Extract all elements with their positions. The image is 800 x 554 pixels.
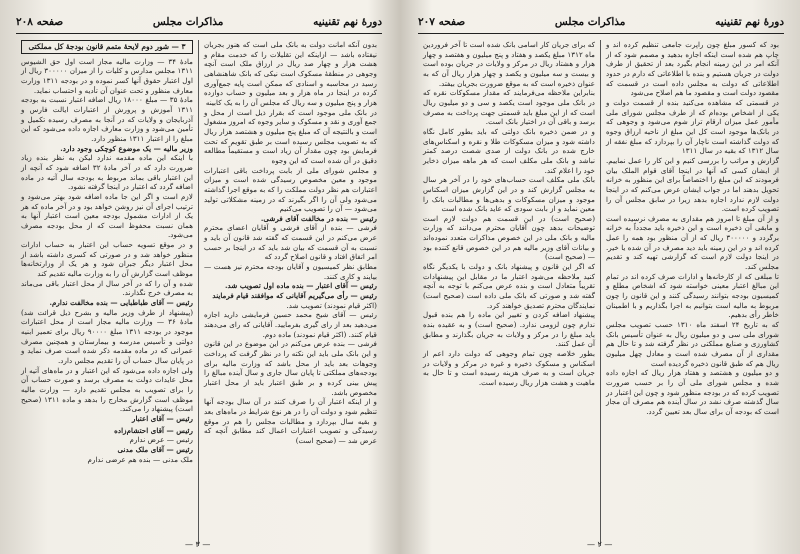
paragraph: پیشنهاد اضافه کردن و تغییر این ماده را هم بنده قبول ندارم چون لزومی ندارد. (صحیح است) و به عقیده بنده باید مبلغ را در مرکز و ولایات به جریان بگذارند و مطابق آن عمل کنند. [423, 310, 595, 349]
paragraph: بدون آنکه امانت دولت به بانک ملی است که هنوز بجریان نیفتاده باشد — ازاینکه این تقلیلات را که خدمت مقام و هشت هزار و چهار صد ریال در ارزاق ملک است آنچه وجوهی در منطقهٔ مسکوک است نیکی که بانک شاهنشاهی رسید در محاسبه و اسنادی که ممکن است پایه جمع‌آوری کرده در اینجا در ماه هزار و بعد میلیون و حساب دوازده هزار و پنج میلیون و سه ریال که مجلس آن را به یک کابینه [204, 40, 377, 107]
speaker-line: رئیس — بنده در مخالفت آقای فرشی. [260, 213, 377, 223]
paragraph: و از اینکه اعتبار آن را صرف کنند در آن سال بودجه آنها تنظیم شود و دولت آن را در هر نوع شرایط در ماه‌های بعد و بقیه سال بپردازد و مطالبات مجلس را هم در موقع رسیدگی و تصویب اعتبارات اعمال کند مطابق آنچه که عرض شد — (صحیح است) [204, 397, 377, 445]
paragraph: مادهٔ ۳۴ — وزارت مالیه مجاز است اول حق الشیوس ۱۳۱۱ مجلس مدارس و کلیات را از میزان ۳۰۰۰۰۰ ریال از اول اعتبار حقوق آنها کسر نموده و در بودجه ۱۳۱۱ وزارت معارف منظور و تحت عنوان آن تأدیه و احتساب نماید. [21, 56, 193, 95]
paragraph: که برای جریان کار اسامی بانک شده است تا آخر فروردین ماه ۱۳۱۲ مبلغ یکصد و هفتاد و پنج میلیون و هفتصد و چهار هزار و هشتاد ریال در مرکز و ولایات در جریان بوده است و بیست و سه میلیون و یکصد و چهار هزار ریال آن که به عنوان ذخیره است که به موقع ضرورت بجریان بیفتد. [423, 40, 595, 88]
speaker-line: وزیر مالیه — یک موضوع کوچکی وجود دارد. [60, 143, 193, 153]
vote-line: رئیس — آقای ملک مدنی [117, 444, 193, 454]
vote-line: ملک مدنی — بنده هم عرضی ندارم [87, 454, 193, 464]
paragraph: فرشی — بنده از آقای فرشی و آقایان اعضای محترم عرض می‌کنم در این قسمت که گفته شد قانون آن باید و نسبت به آن قسمت که بیان شد باید که در اینجا بر حسب امر اتفاق افتاد و قانون اصلاح گردد که [204, 223, 377, 262]
paragraph: در قسمتی که مشاهده می‌کنید بنده از قسمت دولت و یکی از اشخاص بوده‌ام که از طرف مجلس شورای ملی مأمور عمل میزان ارقام تراز شوم می‌شود و وجوهی که در بانک‌ها موجود است کل این مبلغ از ناحیه ارزاق وجوه که دولت گذاشته است ناچار آن را بپردازد که مبلغ نفقه از سال ۱۳۱۲ که بقیه در سال ۱۳۱۱ [606, 97, 779, 156]
paragraph: رئیس — آقای شیخ محمد حسین فرمایشی دارید اجازه می‌دهید بعد از رای گیری بفرمایید. آقایانی که رای می‌دهند قیام کنند. (اکثر قیام نمودند) ماده دوم. [204, 310, 377, 339]
session-label: دورهٔ نهم تقنینیه [715, 16, 784, 28]
paragraph: فرشی — بنده عرض می‌کنم در این موضوع در این قانون و این بانک ملی باید این نکته را در نظر گرفت که پرداخت وجوهات بعد باید از محل باشد که وزارت مالیه برای بودجه‌های مملکتی تا پایان سال جاری و سال آینده مبالغ را پیش بینی کرده و بر طبق اعتبار باید از محل اعتبار مخصوص باشد. [204, 339, 377, 397]
speaker-line: رئیس — آقای اعتبار — بنده ماده اول تصویب شد. [225, 281, 377, 291]
left-page-columns [16, 40, 382, 546]
page-number: صفحه ۲۰۷ [418, 16, 466, 28]
paragraph: و دو میلیون و هشتصد و هفتاد هزار ریال که اجازه داده شده و مجلس شورای ملی آن را بر حسب ضرورت تصویب کرده که در بودجه منظور شود و چون این اعتبار در سال گذشته صرف نشد در سال آینده هم مصرف آن مجاز است که بودجه آن برای سال بعد تعیین گردد. [605, 368, 779, 416]
paragraph: شده و آن را که در آخر سال از محل اعتبار باقی می‌ماند به مصرف خرج نگذارند. [21, 278, 193, 298]
paragraph: مادهٔ ۳۵ — مبلغ ۱۸۰۰۰ ریال اضافه اعتبار نسبت به بودجه ۱۳۱۱ آموزش و پرورش از اعتبارات ایالت فارس و آذربایجان و ولایات که در آنجا به مصرف رسیده تکمیل و تأمین می‌شود و وزارت معارف اجازه داده می‌شود که این مبلغ را از اعتبار ۱۳۱۱ منظور دارد. [21, 95, 193, 143]
column-right [601, 40, 784, 546]
paragraph: و مجلس شورای ملی از بابت پرداخت باقی اعتبارات موجود و معین مخصوص رسیدگی شده است و میزان اعتبارات هم نظر دولت مملکت را که به موقع اجرا گذاشته می‌شود ولی آن را اگر بگیرند که در زمینه مشکلاتی تولید می‌شود — آن را تصویب می‌کنیم [204, 165, 377, 214]
folio-number: — ۲ — [587, 540, 613, 549]
paragraph: و از آن مبلغ تا امروز هم مقداری به مصرف نرسیده است و مابقی آن ذخیره است و این ذخیره باید مجدداً به خزانه برگردد و ۳۰۰۰۰۰ ریال که از آن منظور بود همه را عمل کرده اند و در این زمینه باید دید مصرف در آن شده یا خیر. در اینجا دولت لازم است که گزارشی تهیه کند و تقدیم مجلس کند. [606, 213, 780, 272]
paragraph: بنابراین ملاحظه می‌فرمایند که مقدار مسکوکات نقره که در بانک ملی موجود است یکصد و سی و دو میلیون ریال است که از این مبلغ باید قسمتی جهت پرداخت به مصرف برسد و باقی آن در اختیار بانک است. [423, 88, 595, 127]
paragraph: بطور خلاصه چون تمام وجوهی که دولت دارد اعم از اسکناس و مسکوک ذخیره و غیره در مرکز و ولایات در جریان است و به صرف هزینه رسیده است و تا حال به ماهیت و هشت هزار ریال رسیده است. [423, 349, 595, 387]
section-heading: ۳ — شور دوم لایحهٔ متمم قانون بودجهٔ کل مملکتی [21, 40, 193, 54]
folio-number: — ۳ — [185, 540, 211, 549]
paragraph: گزارش و مراتب را بررسی کنیم و این کار را عمل نماییم. از ایشان کسی که آنها در اینجا آقای قوام الملک بیان فرمودند که این مبلغ را اختصاصاً برای این منظور به خزانه تحویل بدهند اما در جواب ایشان عرض می‌کنم که در اینجا دولت لازم ندارد اجازه بدهد زیرا در سابق مجلس آن را تصویب کرده است. [606, 155, 779, 214]
session-label: دورهٔ نهم تقنینیه [313, 16, 382, 28]
paragraph: و در ضمن ذخیره بانک دولتی که باید بطور کامل نگاه داشته شود و میزان مسکوکات طلا و نقره و اسکناس‌های خارج شده در بانک دولت از صدی شصت درصد کمتر نباشد و بانک ملی مکلف است که هر ماهه میزان ذخایر خود را اعلام کند. [423, 126, 595, 175]
paragraph: در بانک ملی موجود است که بقرار ذیل است از محل و جمع آوری و نقد و مسکوک و سایر وجوه که امروز مشغول است و بالنتیجه آن که مبلغ پنج میلیون و هشتصد هزار ریال که به تصویب مجلس رسیده است بر طبق تقویم که تحت فرمایش بود چون مقدار آن زیاد است و مستقیماً مطالعه دقیق در آن شده است که این وجوه [204, 107, 377, 165]
paragraph: (صحیح است) در این قسمت هم دولت لازم است توضیحات بدهد چون آقایان محترم می‌دانند که وزارت مالیه و بانک ملی در این خصوص مذاکرات متعدد نموده‌اند و بیانات آقای وزیر مالیه هم در این خصوص قانع کننده بود — (صحیح است) [423, 213, 595, 262]
page-number: صفحه ۲۰۸ [16, 16, 64, 28]
running-title: مذاکرات مجلس [554, 16, 626, 28]
left-page [0, 0, 398, 554]
paragraph: با اینکه این ماده مقدمه ندارد لیکن به نظر بنده زیاد ضرورت دارد که در آخر مادهٔ ۳۲ اضافه شود که آنچه از این اعتبار باقی بماند مربوط به بودجه سال آتیه در ماده اضافه گردد که اعتبار در اینجا گرفته نشود. [21, 153, 193, 192]
left-page-header [16, 14, 382, 34]
column-left [418, 40, 601, 546]
paragraph: ولی اجازه داده می‌شود که این اعتبار و در ماه‌های آتیه از محل عایدات دولت به مصرف برسد و صورت حساب آن را برای تصویب به مجلس تقدیم دارد — وزارت مالیه موظف است گزارش مخارج را بدهد و ماده ۱۳۱۱ (صحیح است) پیشنهاد را می‌کند. [21, 365, 194, 414]
vote-list [21, 426, 193, 465]
speaker-line: رئیس — آقای اعتبار [131, 413, 193, 423]
paragraph: که اگر این قانون و پیشنهاد بانک و دولت با یکدیگر نگاه کنید ملاحظه می‌شود اعتبار ما در مقابل این پیشنهادات تقریباً متعادل است و بنده عرض می‌کنم با توجه به آنچه گفته شد و صورتی که بانک ملی داده است (صحیح است) نمایندگان محترم تصدیق خواهند کرد. [423, 262, 595, 310]
paragraph: مطابق نظر کمیسیون و آقایان بودجه محترم نیز هست — بیایند و کاری کنند. [204, 262, 377, 281]
paragraph: (پیشنهاد از طرف وزیر مالیه و بشرح ذیل قرائت شد) مادهٔ ۳۶ — وزارت مالیه مجاز است از محل اعتبارات موجود در بودجه ۱۳۱۱ مبلغ ۹۰۰۰۰ ریال برای تعمیر ابنیه دولتی و تأسیس مدرسه و بیمارستان و همچنین مصرف عمرانی که در ماده مقدمه ذکر شده است صرف نماید و در پایان سال حساب آن را تقدیم مجلس دارد. [21, 307, 194, 365]
paragraph: که به تاریخ ۲۴ اسفند ماه ۱۳۱۰ حسب تصویب مجلس شورای ملی سی و دو میلیون ریال به عنوان تأسیس بانک کشاورزی و صنایع مملکتی در نظر گرفته شد و تا حال هم مقداری از آن مصرف شده است و معادل چهل میلیون ریال هم که طبق قانون ذخیره گردیده است [606, 320, 779, 368]
speaker-line: رئیس — رأی می‌گیریم آقایانی که موافقند قیام فرمایند [212, 291, 377, 301]
paragraph: لازم است و اگر این جا ماده اضافه شود بهتر می‌شود و ترتیب اجرای آن نیز روشن خواهد بود و در آخر ماده که هر یک از ادارات مشمول بودجه معین است اعتبار آنها به همان نسبت محفوظ است که از محل بودجه مصرف می‌شود. [21, 191, 193, 240]
right-page-header [418, 14, 784, 34]
right-page [402, 0, 800, 554]
paragraph: بود که کسور مبلغ چون راپرت جامعی تنظیم کرده اند و چاپ هم شده است اینکه اجازه بدهید و مصمم شود که از آنکه امر در این زمینه انجام بگیرد بعد از تحقیق از طرف دولت در جریان هستیم و بنده با اطلاعاتی که دارم در حدود اطلاعاتی که دولت به مجلس داده است در قسمت که مقصود دولت است و مقصود ما هم اصلاح می‌شود [606, 40, 779, 98]
right-page-columns [418, 40, 784, 546]
speaker-line: رئیس — آقای طباطبایی — بنده مخالفت ندارم. [49, 298, 193, 308]
paragraph: و در موقع تسویه حساب این اعتبار به حساب ادارات منظور خواهد شد و در صورتی که کسری داشته باشد از محل اعتبار دیگر جبران شود و هر یک از وزارتخانه‌ها موظف است گزارش آن را به وزارت مالیه تقدیم کند [21, 240, 193, 279]
vote-note: (اکثر قیام نمودند) تصویب شد. [286, 300, 377, 310]
column-right [199, 40, 382, 546]
paragraph: تا مبلغی که از کارخانه‌ها و ادارات صرف کرده اند در تمام این مبالغ اعتبار معینی خواسته شود که اشخاص مطلع و کمیسیون بودجه بتوانند رسیدگی کنند و این قانون را چون مربوط به مالیه است بتوانیم به اجرا بگذاریم و با اطمینان خاطر رأی بدهیم. [606, 271, 779, 320]
paragraph: بانک ملی مکلف است حساب‌های خود را در آخر هر سال به مجلس گزارش کند و در این گزارش میزان اسکناس موجود و میزان مسکوکات و بدهی‌ها و مطالبات بانک را معین نماید و از بابت سودی که عاید بانک شده است [423, 175, 595, 214]
running-title: مذاکرات مجلس [152, 16, 224, 28]
vote-line: رئیس — آقای احتشام‌زاده [114, 425, 193, 435]
vote-line: رئیس — عرض ندارم [129, 435, 193, 445]
column-left [16, 40, 199, 546]
